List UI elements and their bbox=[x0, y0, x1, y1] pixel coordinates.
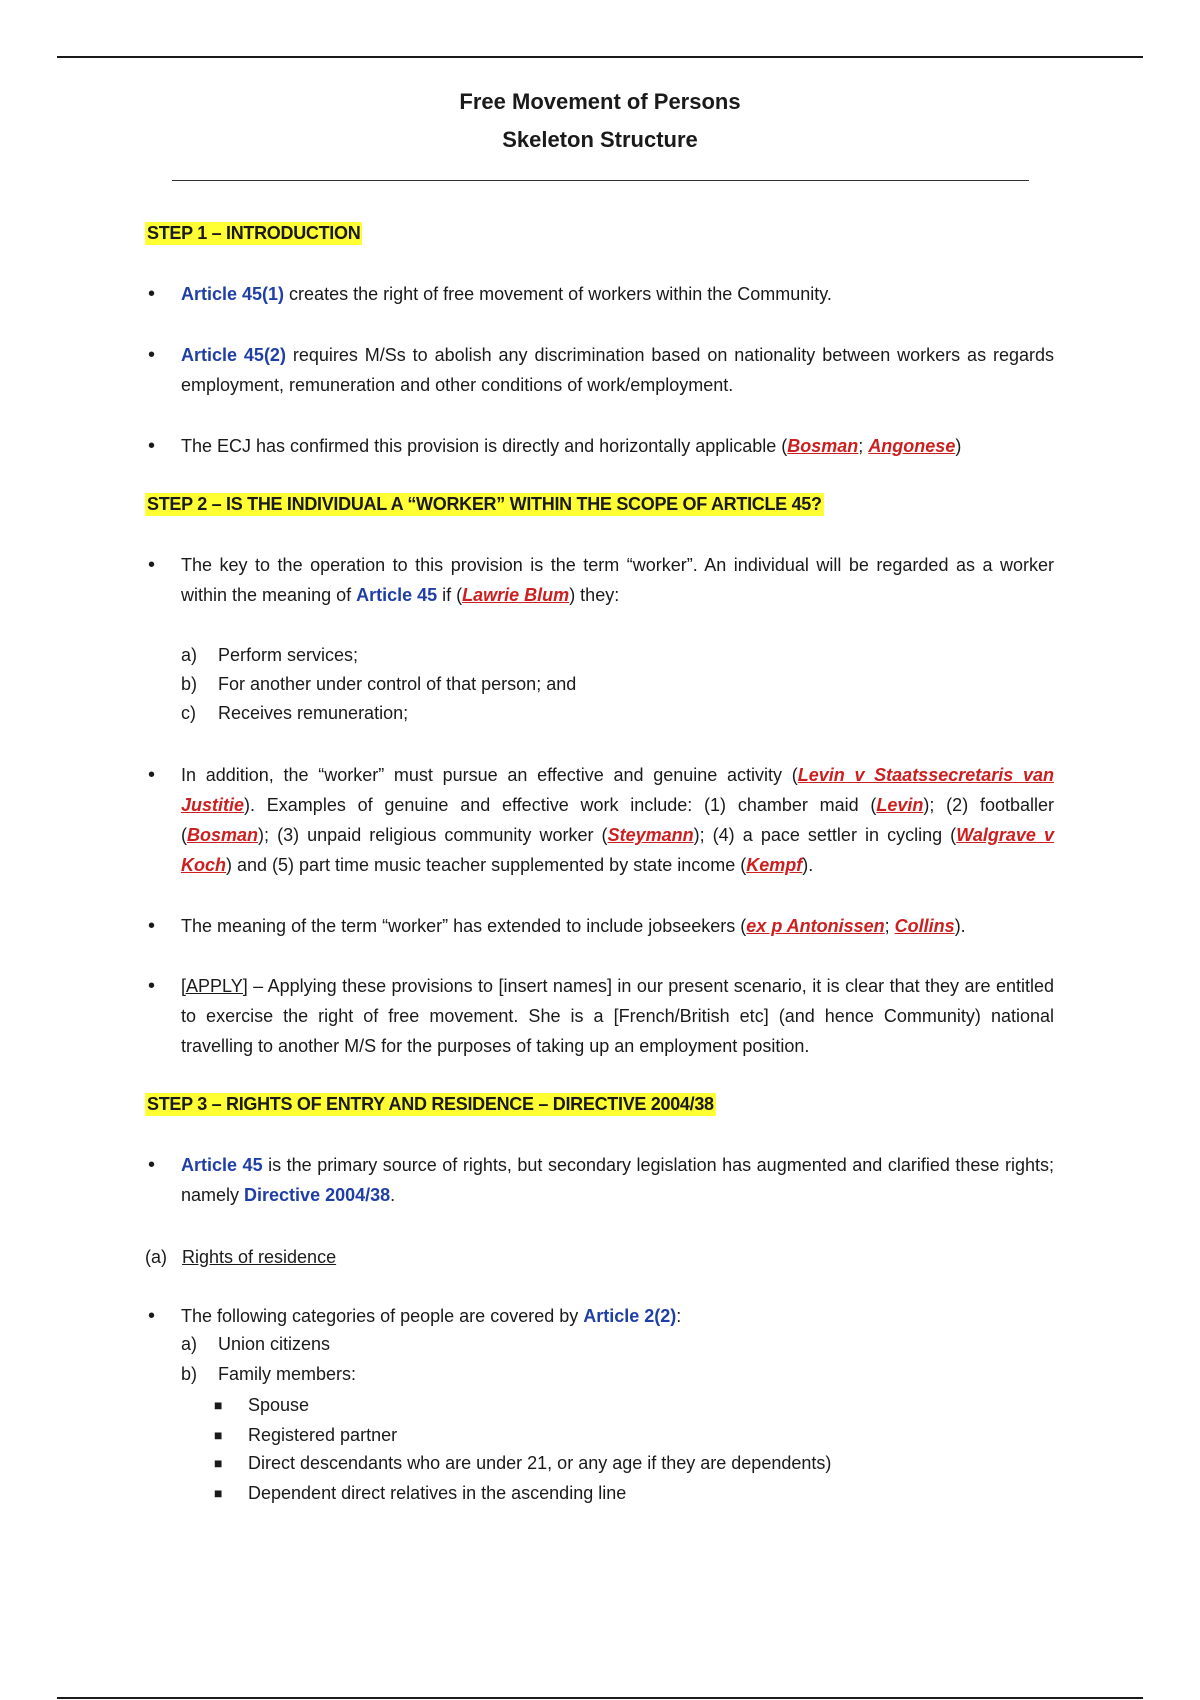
bullet-icon: • bbox=[148, 764, 156, 786]
paragraph-text: The following categories of people are covered by bbox=[181, 1306, 584, 1326]
list-item bbox=[181, 641, 358, 670]
paragraph-text: The key to the operation to this provision is the term “worker”. An individual will be regarded as a worker within the meaning of bbox=[181, 555, 1054, 605]
list-label: a) bbox=[181, 645, 198, 665]
paragraph-text: . bbox=[390, 1185, 396, 1205]
paragraph-text: ); (2) footballer ( bbox=[181, 795, 1054, 845]
step2-bullet-1 bbox=[181, 550, 1054, 610]
paragraph-text: In addition, the “worker” must pursue an effective and genuine activity ( bbox=[181, 765, 798, 785]
family-member-item: Spouse bbox=[248, 1395, 310, 1415]
square-bullet-icon: ■ bbox=[214, 1485, 223, 1501]
list-label: b) bbox=[181, 674, 198, 694]
list-item bbox=[181, 670, 576, 699]
article-ref: Article 45(1) bbox=[181, 284, 285, 304]
subsection-title: Rights of residence bbox=[182, 1247, 337, 1267]
step3-heading: STEP 3 – RIGHTS OF ENTRY AND RESIDENCE – DIRECTIVE 2004/38 bbox=[147, 1094, 714, 1114]
paragraph-text: ); (4) a pace settler in cycling ( bbox=[693, 825, 957, 845]
list-label: a) bbox=[181, 1334, 198, 1354]
square-bullet-icon: ■ bbox=[214, 1427, 223, 1443]
case-ref: Kempf bbox=[746, 855, 803, 875]
article-ref: Article 2(2) bbox=[583, 1306, 677, 1326]
paragraph-text: – Applying these provisions to [insert names] in our present scenario, it is clear that they are entitled to exercise the right of free movement. She is a [French/British etc] (and hence Community) national travelling to another M/S for the purposes of taking up an employment position. bbox=[181, 976, 1054, 1056]
case-ref: Angonese bbox=[868, 436, 956, 456]
family-member-item: Registered partner bbox=[248, 1425, 398, 1445]
paragraph-text: is the primary source of rights, but secondary legislation has augmented and clarified these rights; namely bbox=[181, 1155, 1054, 1205]
list-item bbox=[181, 1330, 330, 1359]
document-subtitle: Skeleton Structure bbox=[502, 127, 698, 152]
case-ref: Steymann bbox=[607, 825, 694, 845]
family-member-item: Dependent direct relatives in the ascending line bbox=[248, 1483, 627, 1503]
list-label: c) bbox=[181, 703, 196, 723]
bullet-icon: • bbox=[148, 283, 156, 305]
paragraph-text: requires M/Ss to abolish any discrimination based on nationality between workers as regards employment, remuneration and other conditions of work/employment. bbox=[181, 345, 1054, 395]
case-ref: Bosman bbox=[787, 436, 859, 456]
case-ref: Collins bbox=[894, 916, 955, 936]
list-text: Union citizens bbox=[218, 1334, 331, 1354]
step3-bullet-1 bbox=[181, 1150, 1054, 1210]
list-item bbox=[181, 699, 408, 728]
paragraph-text: if ( bbox=[437, 585, 463, 605]
bullet-icon: • bbox=[148, 1305, 156, 1327]
step1-bullet-3 bbox=[181, 431, 1054, 461]
square-bullet-icon: ■ bbox=[214, 1397, 223, 1413]
step1-bullet-2 bbox=[181, 340, 1054, 400]
article-ref: Article 45(2) bbox=[181, 345, 286, 365]
separator: ; bbox=[858, 436, 869, 456]
case-ref: Lawrie Blum bbox=[462, 585, 570, 605]
case-ref: ex p Antonissen bbox=[746, 916, 885, 936]
case-ref: Walgrave v Koch bbox=[181, 825, 1054, 875]
list-text: Perform services; bbox=[218, 645, 359, 665]
list-text: Receives remuneration; bbox=[218, 703, 409, 723]
bullet-icon: • bbox=[148, 344, 156, 366]
step2-heading: STEP 2 – IS THE INDIVIDUAL A “WORKER” WITHIN THE SCOPE OF ARTICLE 45? bbox=[147, 494, 822, 514]
list-item bbox=[181, 1360, 356, 1389]
top-rule bbox=[57, 56, 1143, 58]
bullet-icon: • bbox=[148, 554, 156, 576]
paragraph-text: ). Examples of genuine and effective work include: (1) chamber maid ( bbox=[244, 795, 877, 815]
paragraph-text: ) they: bbox=[569, 585, 620, 605]
case-ref: Levin bbox=[876, 795, 924, 815]
bottom-rule bbox=[57, 1697, 1143, 1699]
bullet-icon: • bbox=[148, 1154, 156, 1176]
paragraph-text: : bbox=[676, 1306, 682, 1326]
paragraph-text: The meaning of the term “worker” has extended to include jobseekers ( bbox=[181, 916, 747, 936]
article-ref: Article 45 bbox=[356, 585, 438, 605]
article-ref: Article 45 bbox=[181, 1155, 263, 1175]
step1-heading: STEP 1 – INTRODUCTION bbox=[147, 223, 361, 243]
step2-bullet-2 bbox=[181, 760, 1054, 880]
bullet-icon: • bbox=[148, 975, 156, 997]
step2-bullet-3 bbox=[181, 911, 1054, 941]
paragraph-text: ) and (5) part time music teacher supplemented by state income ( bbox=[226, 855, 747, 875]
step3-bullet-2 bbox=[181, 1301, 1054, 1331]
paragraph-text: ) bbox=[955, 436, 962, 456]
paragraph-text: creates the right of free movement of workers within the Community. bbox=[284, 284, 832, 304]
list-label: b) bbox=[181, 1364, 198, 1384]
square-bullet-icon: ■ bbox=[214, 1455, 223, 1471]
directive-ref: Directive 2004/38 bbox=[244, 1185, 391, 1205]
family-member-item: Direct descendants who are under 21, or any age if they are dependents) bbox=[248, 1453, 832, 1473]
bullet-icon: • bbox=[148, 435, 156, 457]
list-text: For another under control of that person; and bbox=[218, 674, 577, 694]
separator: ; bbox=[884, 916, 895, 936]
bullet-icon: • bbox=[148, 915, 156, 937]
paragraph-text: The ECJ has confirmed this provision is directly and horizontally applicable ( bbox=[181, 436, 788, 456]
list-text: Family members: bbox=[218, 1364, 357, 1384]
title-divider bbox=[172, 180, 1029, 181]
step1-bullet-1 bbox=[181, 279, 1054, 309]
document-title: Free Movement of Persons bbox=[459, 89, 741, 114]
case-ref: Levin v Staatssecretaris van Justitie bbox=[181, 765, 1054, 815]
apply-tag: [APPLY] bbox=[181, 976, 248, 996]
subsection-heading bbox=[145, 1242, 336, 1272]
subsection-label: (a) bbox=[145, 1247, 167, 1267]
step2-bullet-4 bbox=[181, 971, 1054, 1061]
case-ref: Bosman bbox=[187, 825, 259, 845]
paragraph-text: ). bbox=[802, 855, 814, 875]
paragraph-text: ). bbox=[954, 916, 966, 936]
paragraph-text: ); (3) unpaid religious community worker ( bbox=[258, 825, 608, 845]
